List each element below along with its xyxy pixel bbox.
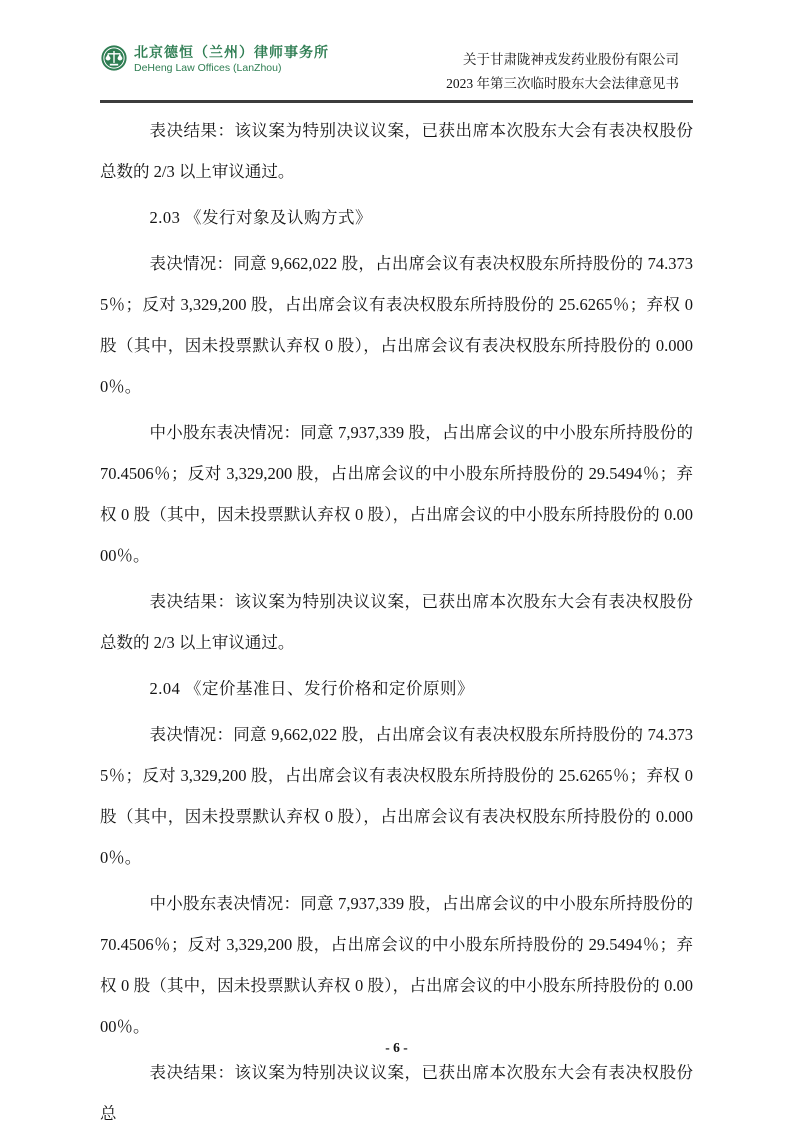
paragraph: 表决结果：该议案为特别决议议案，已获出席本次股东大会有表决权股份总数的 2/3 以上审议通过。 xyxy=(100,121,693,181)
paragraph: 表决结果：该议案为特别决议议案，已获出席本次股东大会有表决权股份总数的 2/3 以上审议通过。 xyxy=(100,592,693,652)
paragraph: 中小股东表决情况：同意 7,937,339 股，占出席会议的中小股东所持股份的 70.4506％；反对 3,329,200 股，占出席会议的中小股东所持股份的 29.5494％；弃权 0 股（其中，因未投票默认弃权 0 股），占出席会议的中小股东所持股份的 0.0000％。 xyxy=(100,423,693,565)
section-heading: 2.03 《发行对象及认购方式》 xyxy=(149,208,372,227)
page-number: - 6 - xyxy=(385,1040,408,1055)
law-firm-name xyxy=(134,44,329,74)
law-firm-name-english: DeHeng Law Offices (LanZhou) xyxy=(134,62,282,75)
section-heading: 2.04 《定价基准日、发行价格和定价原则》 xyxy=(149,679,474,698)
document-title xyxy=(446,40,693,96)
page-header xyxy=(100,40,693,103)
document-body xyxy=(100,110,693,1122)
law-firm-logo xyxy=(100,40,329,74)
paragraph: 表决结果：该议案为特别决议议案，已获出席本次股东大会有表决权股份总 xyxy=(100,1063,693,1122)
document-title-line1: 关于甘肃陇神戎发药业股份有限公司 xyxy=(463,52,679,67)
document-title-line2: 2023 年第三次临时股东大会法律意见书 xyxy=(446,76,679,91)
paragraph: 表决情况：同意 9,662,022 股，占出席会议有表决权股东所持股份的 74.3735％；反对 3,329,200 股，占出席会议有表决权股东所持股份的 25.6265％；弃权 0 股（其中，因未投票默认弃权 0 股），占出席会议有表决权股东所持股份的 0.0000％。 xyxy=(100,254,693,396)
paragraph: 中小股东表决情况：同意 7,937,339 股，占出席会议的中小股东所持股份的 70.4506％；反对 3,329,200 股，占出席会议的中小股东所持股份的 29.5494％；弃权 0 股（其中，因未投票默认弃权 0 股），占出席会议的中小股东所持股份的 0.0000％。 xyxy=(100,894,693,1036)
paragraph: 表决情况：同意 9,662,022 股，占出席会议有表决权股东所持股份的 74.3735％；反对 3,329,200 股，占出席会议有表决权股东所持股份的 25.6265％；弃权 0 股（其中，因未投票默认弃权 0 股），占出席会议有表决权股东所持股份的 0.0000％。 xyxy=(100,725,693,867)
scales-of-justice-icon xyxy=(100,44,128,72)
law-firm-name-chinese: 北京德恒（兰州）律师事务所 xyxy=(134,44,329,60)
